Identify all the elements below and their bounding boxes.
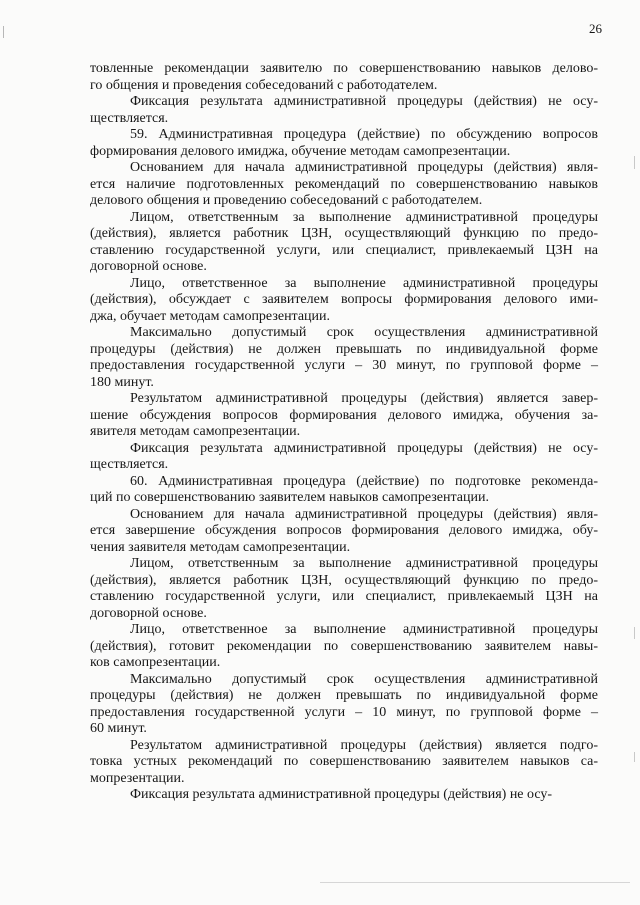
text-line: 59. Административная процедура (действие) по обсуждению вопросов [130, 127, 598, 142]
text-line: Лицом, ответственным за выполнение административной процедуры [130, 209, 598, 225]
text-line: 60. Административная процедура (действие) по подготовке рекоменда- [130, 473, 598, 489]
scan-mark [634, 752, 635, 762]
text-line: Результатом административной процедуры (действия) является завер- [130, 391, 598, 406]
text-line: Лицо, ответственное за выполнение административной процедуры [130, 275, 598, 291]
document-body [90, 61, 598, 804]
text-line: Фиксация результата административной процедуры (действия) не осу- [130, 440, 598, 456]
text-line: 180 минут. [90, 374, 154, 390]
text-line: ществляется. [90, 457, 169, 472]
text-line: мопрезентации. [90, 770, 185, 786]
text-line: чения заявителя методам самопрезентации. [90, 539, 351, 555]
scan-mark [3, 26, 4, 38]
scan-edge-rule [320, 882, 630, 883]
text-line: процедуры (действия) не должен превышать по индивидуальной форме [90, 688, 598, 703]
text-line: Максимально допустимый срок осуществления административной [130, 325, 598, 340]
text-line: ков самопрезентации. [90, 655, 221, 670]
text-line: явителя методам самопрезентации. [90, 424, 301, 439]
text-line: предоставления государственной услуги – 10 минут, по групповой форме – [90, 704, 598, 720]
text-line: ется наличие подготовленных рекомендаций по совершенствованию навыков [90, 176, 598, 192]
text-line: договорной основе. [90, 259, 207, 274]
text-line: Лицом, ответственным за выполнение административной процедуры [130, 556, 598, 571]
text-line: Лицо, ответственное за выполнение административной процедуры [130, 622, 598, 637]
text-line: джа, обучает методам самопрезентации. [90, 308, 331, 324]
text-line: товленные рекомендации заявителю по совершенствованию навыков делово- [90, 61, 598, 76]
text-line: делового общения и проведению собеседований с работодателем. [90, 193, 483, 208]
text-line: ставлению государственной услуги, или специалист, привлекаемый ЦЗН на [90, 589, 598, 604]
text-line: Максимально допустимый срок осуществления административной [130, 671, 598, 687]
scan-mark [634, 156, 635, 169]
text-line: ставлению государственной услуги, или специалист, привлекаемый ЦЗН на [90, 242, 598, 258]
text-line: предоставления государственной услуги – 30 минут, по групповой форме – [90, 358, 598, 373]
text-line: (действия), является работник ЦЗН, осуществляющий функцию по предо- [90, 572, 598, 588]
text-line: ется завершение обсуждения вопросов формирования делового имиджа, обу- [90, 523, 598, 538]
text-line: Основанием для начала административной процедуры (действия) явля- [130, 506, 598, 522]
text-line: товка устных рекомендаций по совершенствованию заявителем навыков са- [90, 754, 598, 769]
text-line: (действия), обсуждает с заявителем вопросы формирования делового ими- [90, 292, 598, 307]
text-line: формирования делового имиджа, обучение методам самопрезентации. [90, 143, 511, 159]
text-line: Фиксация результата административной процедуры (действия) не осу- [130, 787, 553, 802]
text-line: го общения и проведения собеседований с работодателем. [90, 77, 438, 93]
text-line: 60 минут. [90, 721, 147, 736]
text-line: договорной основе. [90, 605, 207, 621]
text-line: ществляется. [90, 110, 169, 126]
text-line: процедуры (действия) не должен превышать по индивидуальной форме [90, 341, 598, 357]
scan-mark [634, 627, 635, 639]
page-number: 26 [589, 21, 602, 36]
text-line: Основанием для начала административной процедуры (действия) явля- [130, 160, 598, 175]
text-line: Результатом административной процедуры (действия) является подго- [130, 737, 598, 753]
text-line: ций по совершенствованию заявителем навыков самопрезентации. [90, 490, 489, 505]
text-line: Фиксация результата административной процедуры (действия) не осу- [130, 94, 598, 109]
text-line: шение обсуждения вопросов формирования делового имиджа, обучения за- [90, 407, 598, 423]
text-line: (действия), является работник ЦЗН, осуществляющий функцию по предо- [90, 226, 598, 241]
text-line: (действия), готовит рекомендации по совершенствованию заявителем навы- [90, 638, 598, 654]
